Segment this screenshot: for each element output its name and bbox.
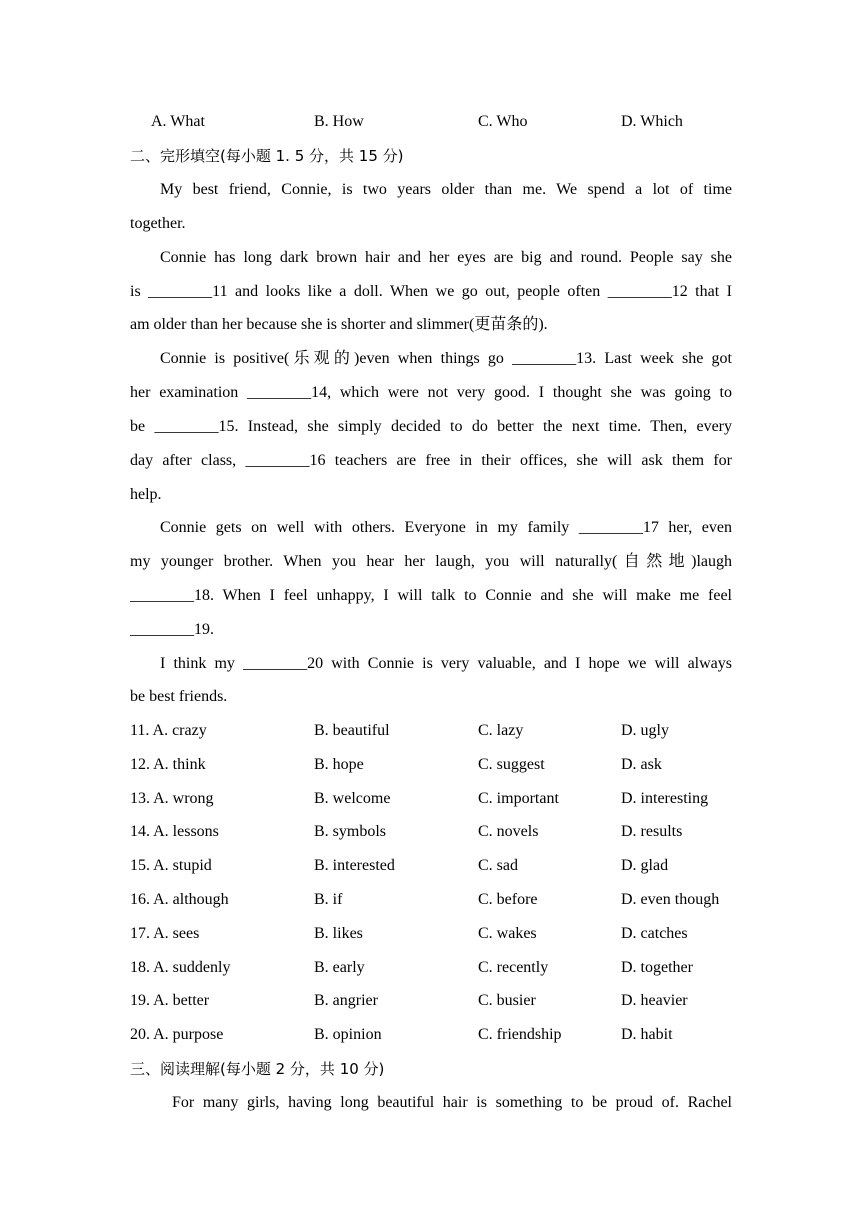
paragraph-line: Connie gets on well with others. Everyone in my family ________17 her, even xyxy=(160,519,732,536)
option-c: C. recently xyxy=(478,959,549,976)
option-a: 12. A. think xyxy=(130,756,206,773)
option-a: 16. A. although xyxy=(130,891,229,908)
option-d: D. even though xyxy=(621,891,720,908)
option-b: B. welcome xyxy=(314,790,391,807)
section-heading-reading: 三、阅读理解(每小题 2 分，共 10 分) xyxy=(130,1060,385,1078)
option-a: 20. A. purpose xyxy=(130,1026,224,1043)
option-b: B. interested xyxy=(314,857,395,874)
option-a: 11. A. crazy xyxy=(130,722,207,739)
paragraph-line: be ________15. Instead, she simply decided to do better the next time. Then, every xyxy=(130,418,732,435)
option-a: 19. A. better xyxy=(130,992,210,1009)
option-c: C. suggest xyxy=(478,756,545,773)
option-d: D. results xyxy=(621,823,683,840)
option-c: C. sad xyxy=(478,857,518,874)
option-b: B. if xyxy=(314,891,343,908)
option-d: D. glad xyxy=(621,857,669,874)
paragraph-line: am older than her because she is shorter and slimmer(更苗条的). xyxy=(130,316,548,333)
option-d: D. interesting xyxy=(621,790,709,807)
option-b: B. hope xyxy=(314,756,364,773)
option-a: 18. A. suddenly xyxy=(130,959,231,976)
option-b: B. early xyxy=(314,959,365,976)
option-d: D. ask xyxy=(621,756,662,773)
paragraph-line: day after class, ________16 teachers are free in their offices, she will ask them for xyxy=(130,452,732,469)
option-a: A. What xyxy=(151,113,205,130)
paragraph-line: Connie has long dark brown hair and her eyes are big and round. People say she xyxy=(160,249,732,266)
option-a: 17. A. sees xyxy=(130,925,200,942)
paragraph-line: I think my ________20 with Connie is very valuable, and I hope we will always xyxy=(160,655,732,672)
option-c: C. wakes xyxy=(478,925,537,942)
option-b: B. angrier xyxy=(314,992,378,1009)
paragraph-line: her examination ________14, which were not very good. I thought she was going to xyxy=(130,384,732,401)
paragraph-line: help. xyxy=(130,486,162,503)
paragraph-line: For many girls, having long beautiful hair is something to be proud of. Rachel xyxy=(172,1094,732,1111)
option-b: B. opinion xyxy=(314,1026,382,1043)
option-c: C. novels xyxy=(478,823,539,840)
paragraph-line: is ________11 and looks like a doll. When we go out, people often ________12 that I xyxy=(130,283,732,300)
paragraph-line: together. xyxy=(130,215,186,232)
paragraph-line: My best friend, Connie, is two years older than me. We spend a lot of time xyxy=(160,181,732,198)
option-d: D. together xyxy=(621,959,693,976)
option-b: B. beautiful xyxy=(314,722,390,739)
option-b: B. likes xyxy=(314,925,363,942)
option-c: C. before xyxy=(478,891,538,908)
option-c: C. important xyxy=(478,790,559,807)
option-c: C. lazy xyxy=(478,722,524,739)
option-c: C. busier xyxy=(478,992,536,1009)
option-d: D. Which xyxy=(621,113,683,130)
option-d: D. ugly xyxy=(621,722,669,739)
section-heading-cloze: 二、完形填空(每小题 1. 5 分，共 15 分) xyxy=(130,147,404,165)
option-a: 15. A. stupid xyxy=(130,857,212,874)
option-d: D. heavier xyxy=(621,992,688,1009)
paragraph-line: Connie is positive(乐观的)even when things go ________13. Last week she got xyxy=(160,350,732,367)
option-b: B. How xyxy=(314,113,364,130)
paragraph-line: be best friends. xyxy=(130,688,228,705)
option-a: 13. A. wrong xyxy=(130,790,214,807)
paragraph-line: ________19. xyxy=(130,621,214,638)
option-c: C. Who xyxy=(478,113,528,130)
paragraph-line: my younger brother. When you hear her laugh, you will naturally(自然地)laugh xyxy=(130,553,732,570)
option-b: B. symbols xyxy=(314,823,387,840)
option-c: C. friendship xyxy=(478,1026,562,1043)
option-d: D. catches xyxy=(621,925,688,942)
paragraph-line: ________18. When I feel unhappy, I will talk to Connie and she will make me feel xyxy=(130,587,732,604)
option-d: D. habit xyxy=(621,1026,673,1043)
option-a: 14. A. lessons xyxy=(130,823,219,840)
